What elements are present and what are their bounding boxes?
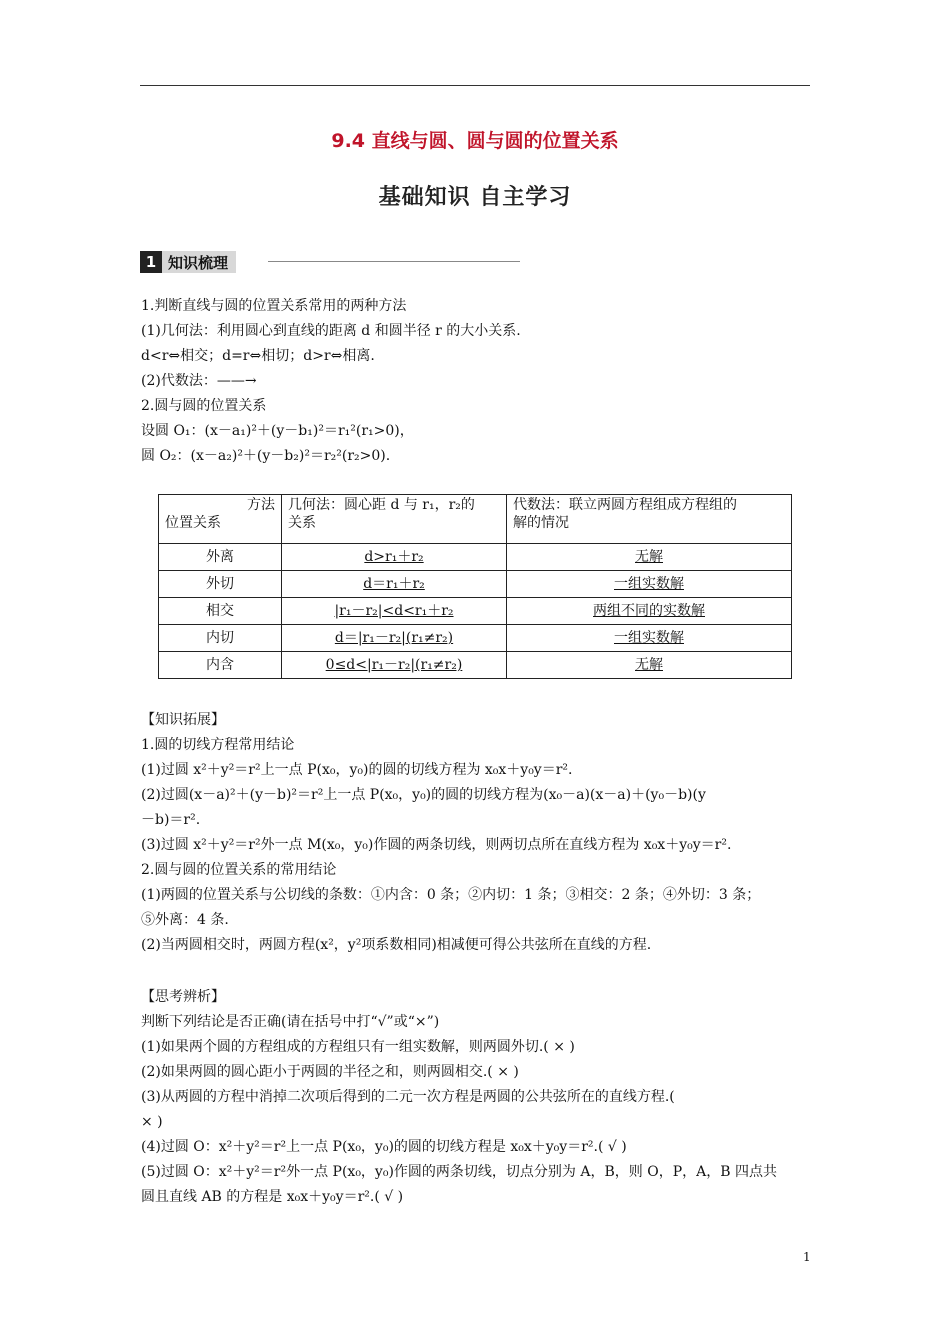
text-line: (3)过圆 x²＋y²＝r²外一点 M(x₀，y₀)作圆的两条切线，则两切点所在直线方程为 x₀x＋y₀y＝r².: [141, 837, 732, 853]
header-geometric: 几何法：圆心距 d 与 r₁，r₂的: [288, 497, 475, 513]
text-line: 判断下列结论是否正确(请在括号中打“√”或“×”): [141, 1014, 440, 1030]
table-cell: 无解: [507, 544, 792, 571]
text-line: 1.圆的切线方程常用结论: [141, 737, 295, 753]
text-line: d<r⇔相交；d=r⇔相切；d>r⇔相离.: [141, 348, 375, 364]
table-cell: 相交: [159, 598, 282, 625]
text-line: 圆且直线 AB 的方程是 x₀x＋y₀y＝r².( √ ): [141, 1189, 404, 1205]
page-title: 9.4 直线与圆、圆与圆的位置关系: [331, 130, 619, 152]
header-cell: [159, 495, 282, 544]
text-line: (1)如果两个圆的方程组成的方程组只有一组实数解，则两圆外切.( × ): [141, 1039, 575, 1055]
section-rule: [268, 261, 520, 262]
table-cell: 无解: [507, 652, 792, 679]
text-line: (5)过圆 O：x²＋y²＝r²外一点 P(x₀，y₀)作圆的两条切线，切点分别为 A，B，则 O，P，A，B 四点共: [141, 1164, 777, 1180]
text-line: 2.圆与圆的位置关系的常用结论: [141, 862, 337, 878]
header-rule: [140, 85, 810, 86]
text-line: －b)＝r².: [141, 812, 201, 828]
header-cell: [507, 495, 792, 544]
text-line: (4)过圆 O：x²＋y²＝r²上一点 P(x₀，y₀)的圆的切线方程是 x₀x＋y₀y＝r².( √ ): [141, 1139, 627, 1155]
table-cell: d>r₁＋r₂: [282, 544, 507, 571]
text-line: (1)几何法：利用圆心到直线的距离 d 和圆半径 r 的大小关系.: [141, 323, 521, 339]
table-cell: 外离: [159, 544, 282, 571]
header-geometric-2: 关系: [288, 515, 316, 531]
header-algebraic-2: 解的情况: [513, 515, 569, 531]
table-cell: d＝|r₁－r₂|(r₁≠r₂): [282, 625, 507, 652]
text-line: × ): [141, 1114, 163, 1130]
text-line: (2)如果两圆的圆心距小于两圆的半径之和，则两圆相交.( × ): [141, 1064, 519, 1080]
section-heading: [140, 250, 236, 274]
text-line: ⑤外离：4 条.: [141, 912, 229, 928]
table-cell: |r₁－r₂|<d<r₁＋r₂: [282, 598, 507, 625]
table-cell: 外切: [159, 571, 282, 598]
page-number: 1: [803, 1250, 811, 1264]
table-cell: 一组实数解: [507, 571, 792, 598]
table-row: [159, 571, 792, 598]
text-line: (1)过圆 x²＋y²＝r²上一点 P(x₀，y₀)的圆的切线方程为 x₀x＋y₀y＝r².: [141, 762, 573, 778]
text-line: 设圆 O₁：(x－a₁)²＋(y－b₁)²＝r₁²(r₁>0)，: [141, 423, 414, 439]
text-line: 1.判断直线与圆的位置关系常用的两种方法: [141, 298, 407, 314]
text-line: 【知识拓展】: [141, 712, 225, 728]
text-line: (2)当两圆相交时，两圆方程(x²，y²项系数相同)相减便可得公共弦所在直线的方程.: [141, 937, 652, 953]
text-line: (1)两圆的位置关系与公切线的条数：①内含：0 条；②内切：1 条；③相交：2 条；④外切：3 条；: [141, 887, 761, 903]
table-cell: 一组实数解: [507, 625, 792, 652]
page-subtitle: 基础知识 自主学习: [378, 185, 572, 210]
header-method: 方法: [247, 497, 275, 513]
table-row: [159, 544, 792, 571]
table-cell: d＝r₁＋r₂: [282, 571, 507, 598]
table-cell: 两组不同的实数解: [507, 598, 792, 625]
header-position: 位置关系: [165, 515, 221, 531]
relation-table: [158, 494, 792, 679]
table-cell: 内切: [159, 625, 282, 652]
table-row: [159, 625, 792, 652]
text-line: (2)过圆(x－a)²＋(y－b)²＝r²上一点 P(x₀，y₀)的圆的切线方程为(x₀－a)(x－a)＋(y₀－b)(y: [141, 787, 706, 803]
section-label: 知识梳理: [162, 251, 236, 273]
text-line: 2.圆与圆的位置关系: [141, 398, 267, 414]
text-line: (2)代数法：——→: [141, 373, 257, 389]
text-line: 【思考辨析】: [141, 989, 225, 1005]
header-cell: [282, 495, 507, 544]
table-row: [159, 652, 792, 679]
table-header-row: [159, 495, 792, 544]
table-row: [159, 598, 792, 625]
text-line: 圆 O₂：(x－a₂)²＋(y－b₂)²＝r₂²(r₂>0).: [141, 448, 391, 464]
table-cell: 内含: [159, 652, 282, 679]
section-number: 1: [140, 251, 162, 273]
text-line: (3)从两圆的方程中消掉二次项后得到的二元一次方程是两圆的公共弦所在的直线方程.(: [141, 1089, 675, 1105]
header-algebraic: 代数法：联立两圆方程组成方程组的: [513, 497, 737, 513]
table-cell: 0≤d<|r₁－r₂|(r₁≠r₂): [282, 652, 507, 679]
